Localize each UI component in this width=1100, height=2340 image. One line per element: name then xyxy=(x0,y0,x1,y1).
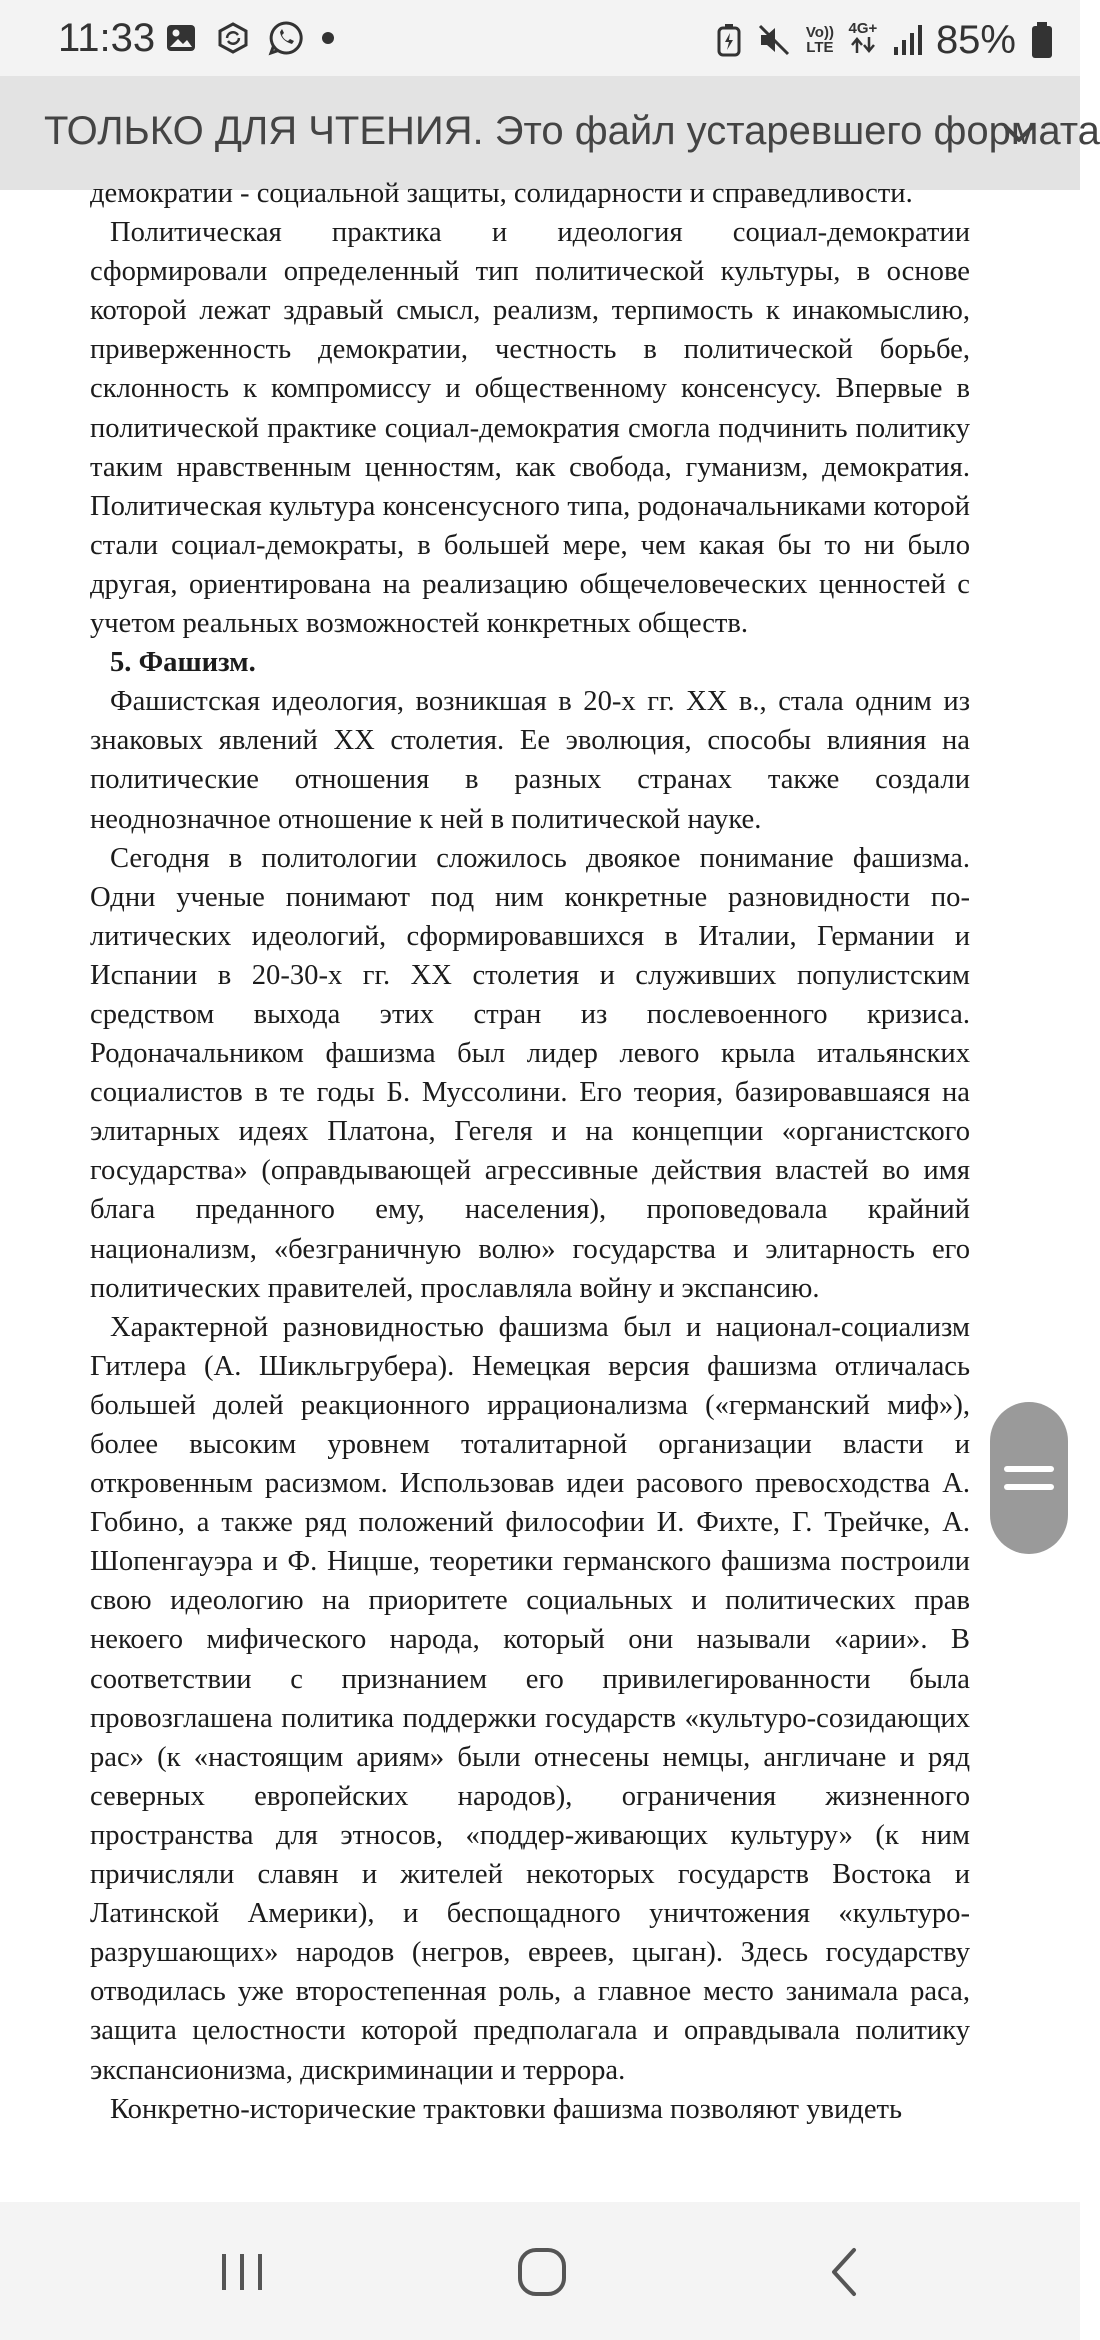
status-system-icons xyxy=(716,18,1054,62)
document-page xyxy=(90,174,970,2129)
document-viewer[interactable] xyxy=(0,178,1080,2202)
status-bar xyxy=(0,0,1080,76)
data-arrows-icon xyxy=(848,36,878,54)
read-only-banner-text: ТОЛЬКО ДЛЯ ЧТЕНИЯ. Это файл устаревшего формата xyxy=(44,109,1100,153)
scroll-handle-icon xyxy=(1004,1466,1054,1472)
battery-percent: 85% xyxy=(935,18,1016,62)
paragraph: Сегодня в политологии сложилось двоякое понимание фашизма. Одни ученые понимают под ним конкретные разновидности по-литических идеологий, сформировавшихся в Италии, Германии и Испании в 20-30-х гг. XX столетия и служивших популистским средством выхода этих стран из послевоенного кризиса. Родоначальником фашизма был лидер левого крыла итальянских социалистов в те годы Б. Муссолини. Его теория, базировавшаяся на элитарных идеях Платона, Гегеля и на концепции «органистского государства» (оправдывающей агрессивные действия властей во имя блага преданного ему, населения), проповедовала крайний национализм, «безграничную волю» государства и элитарность его политических правителей, прославляла войну и экспансию. xyxy=(90,842,970,1304)
navigation-bar xyxy=(0,2202,1080,2340)
scroll-handle-icon xyxy=(1004,1484,1054,1490)
paragraph: Фашистская идеология, возникшая в 20-х гг. XX в., стала одним из знаковых явлений XX столетия. Ее эволюция, способы влияния на политические отношения в разных странах также создали неоднозначное отношение к ней в политической науке. xyxy=(90,686,970,835)
paragraph: демократии - социальной защиты, солидарности и справедливости. xyxy=(90,178,913,209)
paragraph: Политическая практика и идеология социал-демократии сформировали определенный тип политической культуры, в основе которой лежат здравый смысл, реализм, терпимость к инакомыслию, приверженность демократии, честность в политической борьбе, склонность к компромиссу и общественному консенсусу. Впервые в политической практике социал-демократия смогла подчинить политику таким нравственным ценностям, как свобода, гуманизм, демократия. Политическая культура консенсусного типа, родоначальниками которой стали социал-демократы, в большей мере, чем какая бы то ни было другая, ориентирована на реализацию общечеловеческих ценностей с учетом реальных возможностей конкретных обществ. xyxy=(90,217,970,640)
chevron-down-icon[interactable] xyxy=(996,110,1042,156)
home-icon[interactable] xyxy=(510,2240,574,2304)
battery-saver-icon xyxy=(716,22,742,58)
paragraph: Характерной разновидностью фашизма был и национал-социализм Гитлера (А. Шикльгрубера). Немецкая версия фашизма отличалась большей долей реакционного иррационализма («германский миф»), более высоким уровнем тоталитарной организации власти и откровенным расизмом. Использовав идеи расового превосходства А. Гобино, а также ряд положений философии И. Фихте, Г. Трейчке, А. Шопенгауэра и Ф. Ницше, теоретики германского фашизма построили свою идеологию на приоритете социальных и политических прав некоего мифического народа, который они называли «арии». В соответствии с признанием его привилегированности была провозглашена политика поддержки государств «культуро-созидающих рас» (к «настоящим ариям» были отнесены немцы, англичане и ряд северных европейских народов), ограничения жизненного пространства для этносов, «поддер-живающих культуру» (к ним причисляли славян и жителей некоторых государств Востока и Латинской Америки), и беспощадного уничтожения «культуро-разрушающих» народов (негров, евреев, цыган). Здесь государству отводилась уже второстепенная роль, а главное место занимала раса, защита целостности которой предполагала и оправдывала политику экспансионизма, дискриминации и террора. xyxy=(90,1311,970,2086)
status-notification-icons xyxy=(164,20,334,56)
paragraph: Конкретно-исторические трактовки фашизма позволяют увидеть xyxy=(110,2093,903,2125)
signal-icon xyxy=(892,23,922,57)
gallery-icon xyxy=(164,21,198,55)
mute-icon xyxy=(756,22,792,58)
recents-icon[interactable] xyxy=(210,2240,274,2304)
back-icon[interactable] xyxy=(814,2240,878,2304)
whatsapp-icon xyxy=(268,20,304,56)
sync-icon xyxy=(216,21,250,55)
notification-dot-icon xyxy=(322,32,334,44)
section-heading: 5. Фашизм. xyxy=(110,647,256,679)
status-time: 11:33 xyxy=(58,16,156,60)
battery-icon xyxy=(1030,21,1054,59)
volte-icon: Vo)) LTE xyxy=(805,24,834,56)
4g-data-icon: 4G+ xyxy=(848,21,878,59)
scroll-handle[interactable] xyxy=(990,1402,1068,1554)
read-only-banner[interactable] xyxy=(0,76,1100,190)
